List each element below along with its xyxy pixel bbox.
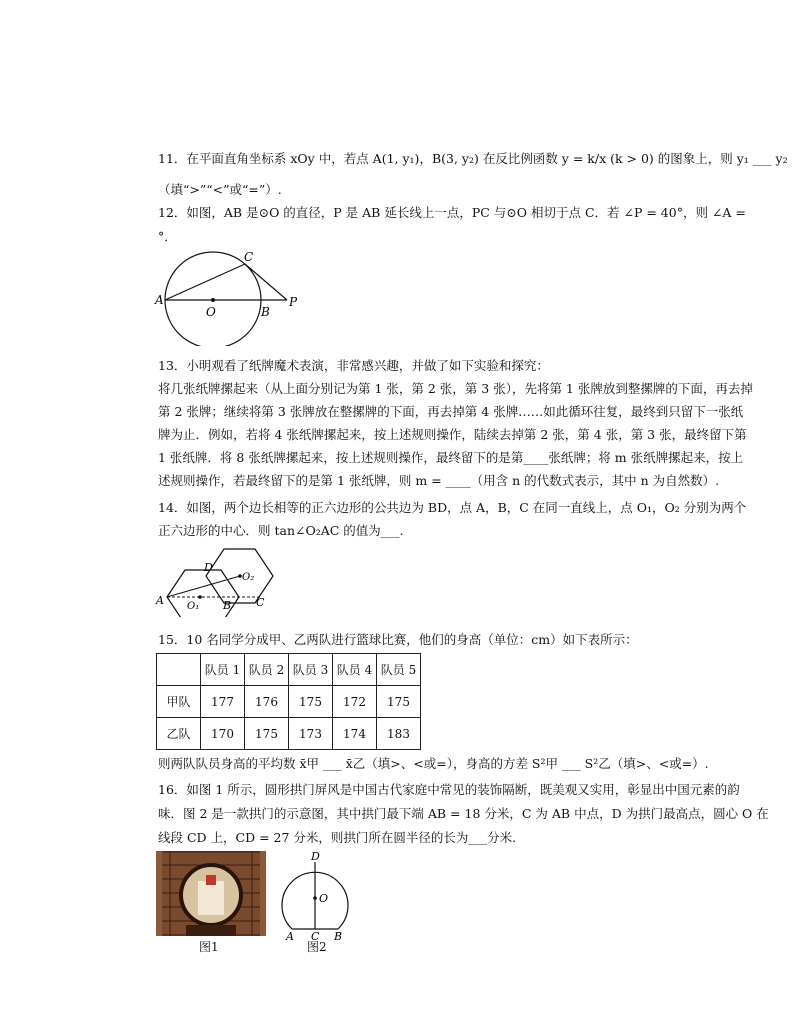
table-cell: 175 [245,718,289,750]
q16-fig2-caption: 图2 [307,940,327,954]
table-cell: 174 [333,718,377,750]
table-row [157,686,421,718]
q15-line2: 则两队队员身高的平均数 x̄甲 ___ x̄乙（填>、<或=），身高的方差 S²甲 ___ S²乙（填>、<或=）. [158,756,709,771]
q11-line1: 11．在平面直角坐标系 xOy 中，若点 A(1, y₁)，B(3, y₂) 在反比例函数 y = k/x (k > 0) 的图象上，则 y₁ ___ y₂ [158,151,788,166]
q13-line3: 第 2 张牌；继续将第 3 张牌放在整摞牌的下面，再去掉第 4 张牌……如此循环往复，最终到只留下一张纸 [158,404,744,419]
q14-label-o1: O₁ [187,601,200,612]
table-header-cell: 队员 4 [333,654,377,686]
table-cell: 183 [377,718,421,750]
q15-line1: 15．10 名同学分成甲、乙两队进行篮球比赛，他们的身高（单位：cm）如下表所示： [158,632,638,647]
table-header-cell: 队员 5 [377,654,421,686]
q14-line2: 正六边形的中心．则 tan∠O₂AC 的值为___. [158,523,404,538]
table-row [157,718,421,750]
q12-circle-figure [150,246,310,346]
table-cell: 173 [289,718,333,750]
q16-line2: 味．图 2 是一款拱门的示意图，其中拱门最下端 AB = 18 分米，C 为 AB 中点，D 为拱门最高点，圆心 O 在 [158,806,769,821]
q14-label-o2: O₂ [242,572,255,583]
q14-line1: 14．如图，两个边长相等的正六边形的公共边为 BD，点 A，B，C 在同一直线上，点 O₁，O₂ 分别为两个 [158,500,747,515]
table-header-cell [157,654,201,686]
table-cell: 177 [201,686,245,718]
table-header-cell: 队员 1 [201,654,245,686]
q16-line1: 16．如图 1 所示，圆形拱门屏风是中国古代家庭中常见的装饰隔断，既美观又实用，彰显出中国元素的韵 [158,782,740,797]
table-header-row [157,654,421,686]
q13-line1: 13．小明观看了纸牌魔术表演，非常感兴趣，并做了如下实验和探究： [158,358,549,373]
q16-line3: 线段 CD 上，CD = 27 分米，则拱门所在圆半径的长为___分米. [158,830,517,845]
table-cell: 176 [245,686,289,718]
q16-arch-diagram [278,850,358,942]
table-cell: 175 [377,686,421,718]
q13-line4: 牌为止．例如，若将 4 张纸牌摞起来，按上述规则操作，陆续去掉第 2 张，第 4 张，第 3 张，最终留下第 [158,427,747,442]
q16-screen-door-photo [156,851,266,936]
q12-line2: °． [158,229,177,244]
q16-label-o: O [319,892,329,905]
q14-label-c: C [256,596,265,609]
q16-label-c: C [311,930,320,942]
table-cell: 172 [333,686,377,718]
q12-label-b: B [261,305,270,319]
table-header-cell: 队员 2 [245,654,289,686]
q14-label-d: D [204,561,213,574]
q14-hexagon-figure [150,545,280,617]
q16-label-b: B [334,930,343,942]
table-cell: 170 [201,718,245,750]
table-cell: 乙队 [157,718,201,750]
q16-label-d: D [311,850,320,863]
q14-label-a: A [156,594,164,607]
table-cell: 甲队 [157,686,201,718]
q13-line2: 将几张纸牌摞起来（从上面分别记为第 1 张，第 2 张，第 3 张），先将第 1 张牌放到整摞牌的下面，再去掉 [158,381,753,396]
q13-line5: 1 张纸牌．将 8 张纸牌摞起来，按上述规则操作，最终留下的是第____张纸牌；将 m 张纸牌摞起来，按上 [158,450,744,465]
q11-line2: （填“>”“<”或“=”）. [158,182,282,197]
q16-label-a: A [286,930,294,942]
q16-fig1-caption: 图1 [199,940,219,954]
table-cell: 175 [289,686,333,718]
q12-label-o: O [206,305,216,319]
table-header-cell: 队员 3 [289,654,333,686]
q14-label-b: B [223,599,232,612]
q15-height-table [156,653,421,750]
q12-line1: 12．如图，AB 是⊙O 的直径，P 是 AB 延长线上一点，PC 与⊙O 相切于点 C．若 ∠P = 40°，则 ∠A = [158,205,746,220]
q12-label-a: A [155,293,164,307]
q12-label-p: P [289,295,298,309]
q13-line6: 述规则操作，若最终留下的是第 1 张纸牌，则 m = ____（用含 n 的代数式表示，其中 n 为自然数）. [158,473,720,488]
q12-label-c: C [244,250,254,264]
